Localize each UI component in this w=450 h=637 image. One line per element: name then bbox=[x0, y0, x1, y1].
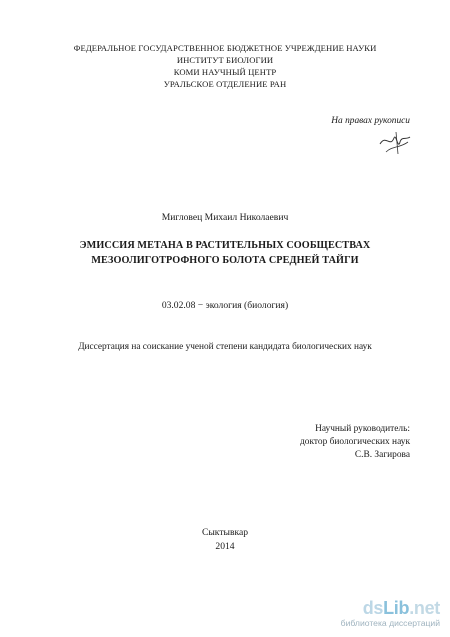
supervisor-label: Научный руководитель: bbox=[315, 424, 410, 434]
thesis-title-line-2: МЕЗООЛИГОТРОФНОГО БОЛОТА СРЕДНЕЙ ТАЙГИ bbox=[91, 255, 359, 266]
author-name: Мигловец Михаил Николаевич bbox=[161, 212, 289, 223]
dslib-watermark bbox=[330, 598, 440, 629]
supervisor-rank: доктор биологических наук bbox=[300, 437, 410, 447]
institution-line-1: ФЕДЕРАЛЬНОЕ ГОСУДАРСТВЕННОЕ БЮДЖЕТНОЕ УЧРЕЖДЕНИЕ НАУКИ bbox=[73, 43, 377, 53]
watermark-subtitle: библиотека диссертаций bbox=[340, 618, 440, 628]
degree-statement: Диссертация на соискание ученой степени кандидата биологических наук bbox=[78, 342, 372, 352]
supervisor-block bbox=[300, 423, 410, 462]
year: 2014 bbox=[215, 541, 235, 552]
institution-line-2: ИНСТИТУТ БИОЛОГИИ bbox=[176, 55, 274, 65]
manuscript-rights-note: На правах рукописи bbox=[331, 116, 410, 126]
institution-line-4: УРАЛЬСКОЕ ОТДЕЛЕНИЕ РАН bbox=[163, 79, 287, 89]
specialty-code: 03.02.08 − экология (биология) bbox=[161, 300, 289, 311]
city: Сыктывкар bbox=[201, 527, 249, 538]
institution-line-3: КОМИ НАУЧНЫЙ ЦЕНТР bbox=[173, 67, 277, 77]
watermark-logo: dsLib.net bbox=[362, 598, 440, 618]
thesis-title-line-1: ЭМИССИЯ МЕТАНА В РАСТИТЕЛЬНЫХ СООБЩЕСТВАХ bbox=[79, 240, 371, 251]
supervisor-name: С.В. Загирова bbox=[354, 450, 410, 460]
handwritten-signature bbox=[376, 128, 416, 156]
